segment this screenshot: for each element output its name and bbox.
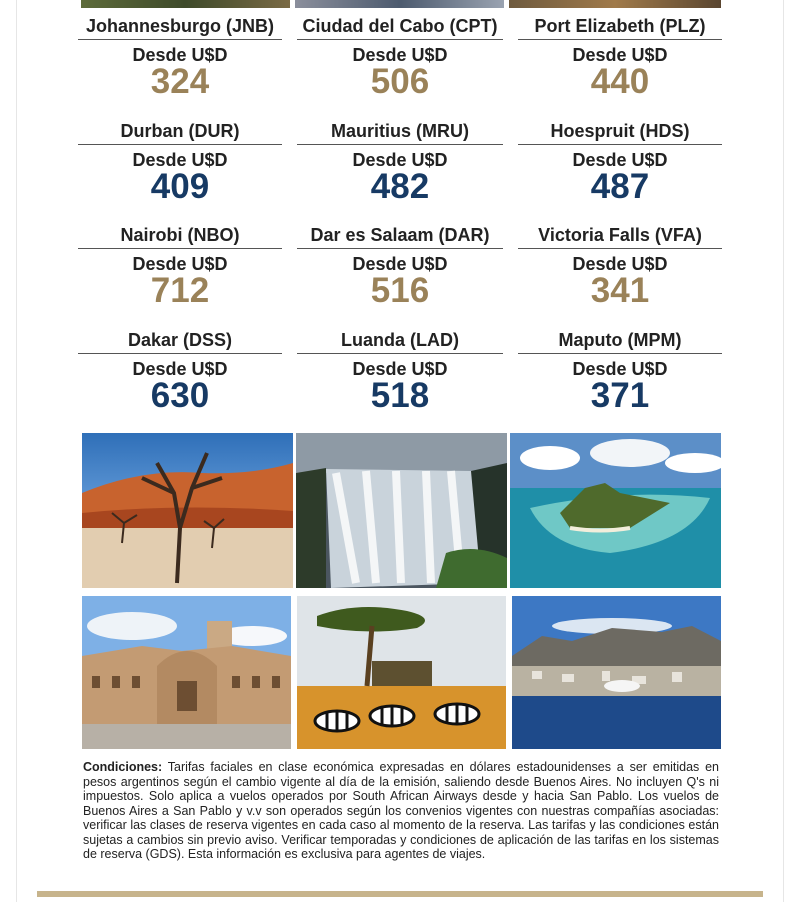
fare-price: 371 <box>590 375 650 415</box>
desde-label: Desde U$D <box>352 254 448 274</box>
desde-label: Desde U$D <box>132 254 228 274</box>
photo-city-building <box>82 596 291 749</box>
photo-safari-zebras <box>297 596 506 749</box>
city-name: Mauritius (MRU) <box>297 119 503 145</box>
fare-cell <box>78 223 282 328</box>
fare-price: 440 <box>590 62 650 101</box>
desde-label: Desde U$D <box>352 45 448 65</box>
desde-label: Desde U$D <box>572 358 668 379</box>
top-photo-strip-2 <box>295 0 504 8</box>
top-photo-strip-3 <box>509 0 721 8</box>
city-name: Victoria Falls (VFA) <box>518 223 722 249</box>
fare-cell <box>78 14 282 119</box>
city-name: Maputo (MPM) <box>518 328 722 354</box>
desde-label: Desde U$D <box>352 358 448 379</box>
conditions-body: Tarifas faciales en clase económica expresadas en dólares estadounidenses a ser emitidas en pesos argentinos según el cambio vigente al día de la emisión, saliendo desde Buenos Aires. No incluyen Q's ni impuestos. Solo aplica a vuelos operados por South African Airways desde y hacia San Pablo. Los vuelos de Buenos Aires a San Pablo y v.v son operados según los convenios vigentes con nuestras compañías asociadas: verificar las clases de reserva vigentes en cada caso al momento de la reserva. Las tarifas y las condiciones están sujetas a cambios sin previo aviso. Verificar temporadas y condiciones de aplicación de las tarifas en los sistemas de reserva (GDS). Esta información es exclusiva para agentes de viajes. <box>83 760 719 861</box>
fare-cell <box>518 223 722 328</box>
city-name: Nairobi (NBO) <box>78 223 282 249</box>
fare-price: 482 <box>370 166 430 206</box>
fare-price: 409 <box>150 166 210 206</box>
top-photo-strip-1 <box>81 0 290 8</box>
fare-cell <box>518 14 722 119</box>
desde-label: Desde U$D <box>572 254 668 274</box>
city-name: Port Elizabeth (PLZ) <box>518 14 722 40</box>
city-name: Dar es Salaam (DAR) <box>297 223 503 249</box>
fare-price: 518 <box>370 375 430 415</box>
photo-victoria-falls <box>296 433 507 588</box>
fare-cell <box>518 328 722 433</box>
fare-cell <box>78 328 282 433</box>
fare-price: 630 <box>150 375 210 415</box>
city-name: Johannesburgo (JNB) <box>78 14 282 40</box>
fare-price: 487 <box>590 166 650 206</box>
fare-price: 341 <box>590 271 650 310</box>
footer-bar <box>37 891 763 897</box>
fare-price: 516 <box>370 271 430 310</box>
photo-mauritius-island <box>510 433 721 588</box>
conditions-label: Condiciones: <box>83 760 163 774</box>
photo-desert-dead-tree <box>82 433 293 588</box>
desde-label: Desde U$D <box>352 149 448 170</box>
fare-price: 712 <box>150 271 210 310</box>
desde-label: Desde U$D <box>132 45 228 65</box>
conditions-text <box>83 760 719 862</box>
fare-cell <box>297 328 503 433</box>
fare-price: 324 <box>150 62 210 101</box>
photo-cape-town-table-mountain <box>512 596 721 749</box>
city-name: Hoespruit (HDS) <box>518 119 722 145</box>
city-name: Dakar (DSS) <box>78 328 282 354</box>
fare-price: 506 <box>370 62 430 101</box>
fare-cell <box>297 119 503 224</box>
fare-cell <box>297 14 503 119</box>
fare-cell <box>518 119 722 224</box>
desde-label: Desde U$D <box>572 149 668 170</box>
desde-label: Desde U$D <box>132 149 228 170</box>
fares-grid <box>78 14 722 432</box>
desde-label: Desde U$D <box>132 358 228 379</box>
desde-label: Desde U$D <box>572 45 668 65</box>
city-name: Durban (DUR) <box>78 119 282 145</box>
city-name: Ciudad del Cabo (CPT) <box>297 14 503 40</box>
fare-cell <box>78 119 282 224</box>
city-name: Luanda (LAD) <box>297 328 503 354</box>
fare-cell <box>297 223 503 328</box>
